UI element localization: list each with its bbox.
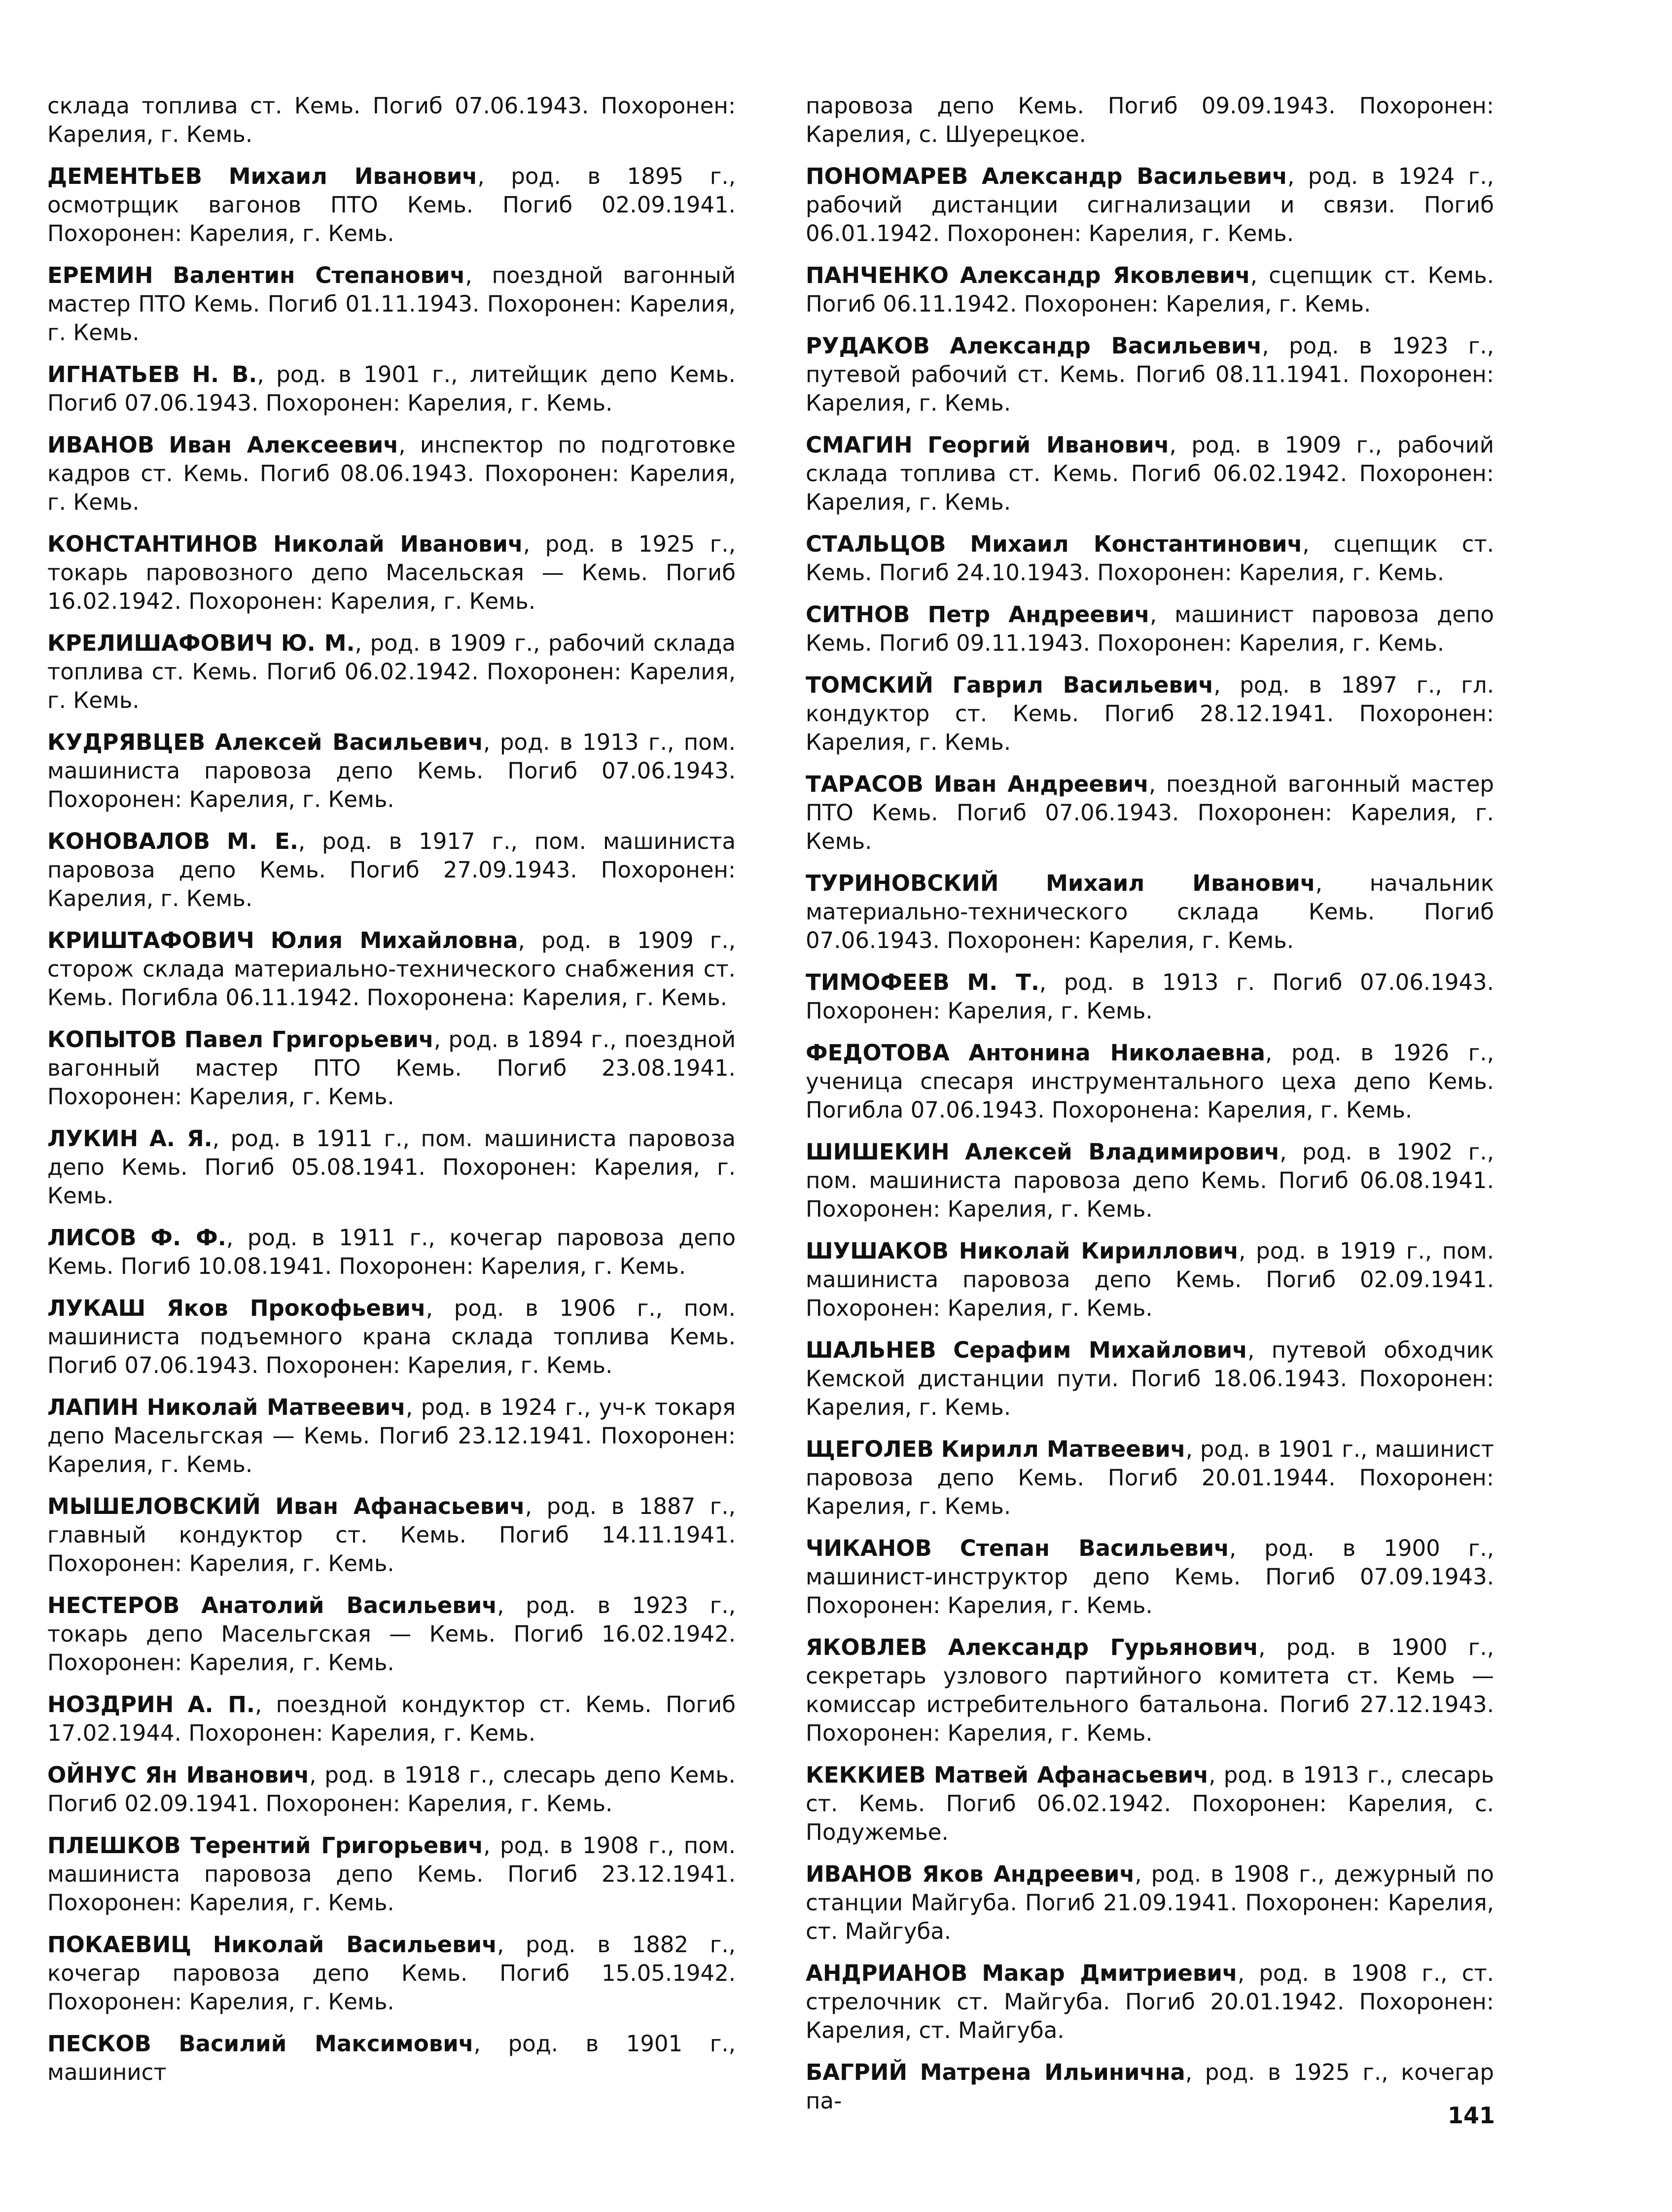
entry-surname: ЛИСОВ [47, 1225, 137, 1251]
entry-given-names: Валентин Степанович [173, 262, 465, 288]
entry-given-names: Петр Андреевич [927, 601, 1150, 628]
entry-details: , путевой обходчик Кемской дистанции пути. Погиб 18.06.1943. Похоронен: Карелия, г. Кемь. [806, 1337, 1494, 1420]
memorial-entry [806, 530, 1494, 587]
entry-given-names: Александр Гурьянович [948, 1634, 1259, 1660]
memorial-entry [47, 1025, 736, 1111]
entry-surname: КЕККИЕВ [806, 1762, 926, 1788]
memorial-entry [47, 92, 736, 149]
entry-details: , род. в 1902 г., пом. машиниста паровоза депо Кемь. Погиб 06.08.1941. Похоронен: Карелия, г. Кемь. [806, 1139, 1494, 1222]
page-number: 141 [1448, 2102, 1495, 2129]
entry-details: , машинист паровоза депо Кемь. Погиб 09.11.1943. Похоронен: Карелия, г. Кемь. [806, 601, 1494, 656]
memorial-entry [806, 1959, 1494, 2045]
entry-surname: ШУШАКОВ [806, 1238, 949, 1264]
memorial-entry [47, 1224, 736, 1281]
entry-given-names: А. Я. [149, 1125, 213, 1152]
entry-given-names: Николай Иванович [273, 531, 523, 557]
entry-details: , сцепщик ст. Кемь. Погиб 24.10.1943. Похоронен: Карелия, г. Кемь. [806, 531, 1494, 586]
entry-surname: ТУРИНОВСКИЙ [806, 870, 999, 896]
entry-given-names: Степан Васильевич [960, 1535, 1230, 1561]
entry-surname: ПОНОМАРЕВ [806, 163, 968, 189]
entry-surname: ЩЕГОЛЕВ [806, 1436, 934, 1462]
entry-given-names: Иван Алексеевич [169, 432, 399, 458]
memorial-entry [806, 332, 1494, 418]
memorial-entry [806, 1039, 1494, 1124]
entry-details: , род. в 1924 г., уч-к токаря депо Масельгская — Кемь. Погиб 23.12.1941. Похоронен: Карелия, г. Кемь. [47, 1394, 736, 1477]
entry-given-names: Николай Васильевич [213, 1931, 497, 1958]
entry-details: склада топлива ст. Кемь. Погиб 07.06.1943. Похоронен: Карелия, г. Кемь. [47, 93, 736, 147]
entry-surname: ПЛЕШКОВ [47, 1832, 181, 1859]
memorial-entry [47, 360, 736, 418]
memorial-entry [806, 1633, 1494, 1748]
entry-given-names: Гаврил Васильевич [952, 672, 1214, 698]
entry-given-names: Кирилл Матвеевич [941, 1436, 1186, 1462]
entry-given-names: Матрена Ильинична [920, 2059, 1185, 2085]
entry-details: , род. в 1925 г., токарь паровозного депо Масельская — Кемь. Погиб 16.02.1942. Похоронен: Карелия, г. Кемь. [47, 531, 736, 614]
entry-surname: МЫШЕЛОВСКИЙ [47, 1493, 261, 1519]
entry-details: , род. в 1923 г., токарь депо Масельгская — Кемь. Погиб 16.02.1942. Похоронен: Карелия, г. Кемь. [47, 1592, 736, 1676]
entry-details: , инспектор по подготовке кадров ст. Кемь. Погиб 08.06.1943. Похоронен: Карелия, г. Кемь. [47, 432, 736, 515]
entry-given-names: Александр Яковлевич [960, 262, 1250, 288]
entry-surname: СИТНОВ [806, 601, 910, 628]
memorial-entry [47, 530, 736, 616]
entry-details: , род. в 1913 г., пом. машиниста паровоза депо Кемь. Погиб 07.06.1943. Похоронен: Карелия, г. Кемь. [47, 729, 736, 812]
entry-surname: ПЕСКОВ [47, 2031, 151, 2057]
memorial-entry [47, 1124, 736, 1210]
entry-details: , начальник материально-технического склада Кемь. Погиб 07.06.1943. Похоронен: Карелия, г. Кемь. [806, 870, 1494, 953]
memorial-entry [47, 261, 736, 347]
entry-given-names: Павел Григорьевич [184, 1026, 434, 1053]
entry-details: , сцепщик ст. Кемь. Погиб 06.11.1942. Похоронен: Карелия, г. Кемь. [806, 262, 1494, 317]
entry-surname: НЕСТЕРОВ [47, 1592, 180, 1618]
entry-surname: КУДРЯВЦЕВ [47, 729, 206, 755]
memorial-entry [806, 162, 1494, 248]
entry-given-names: Михаил Иванович [228, 163, 478, 189]
entry-surname: ОЙНУС [47, 1762, 137, 1788]
entry-surname: АНДРИАНОВ [806, 1960, 968, 1986]
memorial-entry [806, 1534, 1494, 1620]
memorial-entry [47, 827, 736, 913]
memorial-entry [806, 92, 1494, 149]
entry-surname: СТАЛЬЦОВ [806, 531, 946, 557]
entry-details: , род. в 1897 г., гл. кондуктор ст. Кемь. Погиб 28.12.1941. Похоронен: Карелия, г. Кемь. [806, 672, 1494, 755]
entry-surname: КОНСТАНТИНОВ [47, 531, 258, 557]
entry-details: , род. в 1926 г., ученица спесаря инструментального цеха депо Кемь. Погибла 07.06.1943. Похоронена: Карелия, г. Кемь. [806, 1040, 1494, 1123]
memorial-entry [806, 261, 1494, 318]
memorial-entry [47, 162, 736, 248]
entry-surname: ИВАНОВ [806, 1861, 913, 1887]
entry-surname: КОНОВАЛОВ [47, 828, 211, 854]
memorial-entry [47, 1492, 736, 1578]
entry-details: , род. в 1919 г., пом. машиниста паровоза депо Кемь. Погиб 02.09.1941. Похоронен: Карелия, г. Кемь. [806, 1238, 1494, 1321]
entry-given-names: Иван Андреевич [933, 771, 1149, 797]
entry-details: , род. в 1917 г., пом. машиниста паровоза депо Кемь. Погиб 27.09.1943. Похоронен: Карелия, г. Кемь. [47, 828, 736, 912]
memorial-entry [47, 926, 736, 1012]
entry-details: , род. в 1882 г., кочегар паровоза депо Кемь. Погиб 15.05.1942. Похоронен: Карелия, г. Кемь. [47, 1931, 736, 2015]
entry-surname: ТАРАСОВ [806, 771, 924, 797]
entry-given-names: Алексей Васильевич [214, 729, 484, 755]
entry-given-names: Иван Афанасьевич [275, 1493, 525, 1519]
entry-details: , род. в 1908 г., ст. стрелочник ст. Майгуба. Погиб 20.01.1942. Похоронен: Карелия, ст. Майгуба. [806, 1960, 1494, 2043]
entry-given-names: Макар Дмитриевич [982, 1960, 1238, 1986]
entry-surname: ТИМОФЕЕВ [806, 969, 950, 995]
entry-details: , род. в 1913 г., слесарь ст. Кемь. Погиб 06.02.1942. Похоронен: Карелия, с. Подужемье. [806, 1762, 1494, 1845]
entry-details: , род. в 1887 г., главный кондуктор ст. Кемь. Погиб 14.11.1941. Похоронен: Карелия, г. Кемь. [47, 1493, 736, 1577]
memorial-entry [47, 1931, 736, 2016]
memorial-entry [47, 1831, 736, 1917]
entry-surname: НОЗДРИН [47, 1691, 174, 1718]
entry-given-names: Михаил Иванович [1046, 870, 1316, 896]
entry-given-names: Ф. Ф. [150, 1225, 226, 1251]
entry-given-names: Александр Васильевич [950, 333, 1262, 359]
entry-given-names: Терентий Григорьевич [190, 1832, 484, 1859]
entry-given-names: М. Е. [226, 828, 298, 854]
entry-details: , род. в 1918 г., слесарь депо Кемь. Погиб 02.09.1941. Похоронен: Карелия, г. Кемь. [47, 1762, 736, 1817]
memorial-entry [806, 770, 1494, 856]
entry-given-names: Серафим Михайлович [953, 1337, 1248, 1363]
entry-details: , род. в 1924 г., рабочий дистанции сигнализации и связи. Погиб 06.01.1942. Похоронен: Карелия, г. Кемь. [806, 163, 1494, 246]
entry-details: , род. в 1901 г., машинист [47, 2031, 736, 2085]
memorial-entry [47, 431, 736, 517]
entry-given-names: Анатолий Васильевич [201, 1592, 498, 1618]
memorial-entry [806, 1435, 1494, 1521]
entry-details: , род. в 1925 г., кочегар па- [806, 2059, 1494, 2114]
entry-surname: ЕРЕМИН [47, 262, 153, 288]
entry-given-names: Ян Иванович [145, 1762, 310, 1788]
entry-given-names: Николай Матвеевич [146, 1394, 406, 1420]
entry-details: паровоза депо Кемь. Погиб 09.09.1943. Похоронен: Карелия, с. Шуерецкое. [806, 93, 1494, 147]
entry-surname: ЯКОВЛЕВ [806, 1634, 927, 1660]
entry-details: , род. в 1911 г., пом. машиниста паровоза депо Кемь. Погиб 05.08.1941. Похоронен: Карелия, г. Кемь. [47, 1125, 736, 1209]
entry-given-names: Георгий Иванович [927, 432, 1170, 458]
entry-details: , род. в 1900 г., машинист-инструктор депо Кемь. Погиб 07.09.1943. Похоронен: Карелия, г. Кемь. [806, 1535, 1494, 1618]
entry-details: , род. в 1909 г., рабочий склада топлива ст. Кемь. Погиб 06.02.1942. Похоронен: Карелия, г. Кемь. [47, 630, 736, 713]
memorial-entry [806, 1237, 1494, 1323]
entry-given-names: Яков Андреевич [922, 1861, 1135, 1887]
entry-surname: ЧИКАНОВ [806, 1535, 932, 1561]
entry-details: , род. в 1900 г., секретарь узлового партийного комитета ст. Кемь — комиссар истребительного батальона. Погиб 27.12.1943. Похоронен: Карелия, г. Кемь. [806, 1634, 1494, 1746]
entry-details: , поездной вагонный мастер ПТО Кемь. Погиб 01.11.1943. Похоронен: Карелия, г. Кемь. [47, 262, 736, 346]
memorial-entry [806, 1138, 1494, 1224]
memorial-entry [806, 1336, 1494, 1422]
entry-given-names: Н. В. [192, 361, 257, 387]
entry-surname: ИГНАТЬЕВ [47, 361, 180, 387]
entry-surname: ЛАПИН [47, 1394, 139, 1420]
entry-details: , поездной вагонный мастер ПТО Кемь. Погиб 07.06.1943. Похоронен: Карелия, г. Кемь. [806, 771, 1494, 854]
memorial-entry [47, 1294, 736, 1380]
entry-given-names: Ю. М. [281, 630, 355, 656]
memorial-entry [806, 431, 1494, 517]
memorial-entry [47, 728, 736, 814]
entry-details: , род. в 1923 г., путевой рабочий ст. Кемь. Погиб 08.11.1941. Похоронен: Карелия, г. Кемь. [806, 333, 1494, 416]
entry-surname: ЛУКАШ [47, 1295, 146, 1321]
entry-given-names: М. Т. [967, 969, 1039, 995]
entry-details: , род. в 1894 г., поездной вагонный мастер ПТО Кемь. Погиб 23.08.1941. Похоронен: Карелия, г. Кемь. [47, 1026, 736, 1110]
entry-surname: ПОКАЕВИЦ [47, 1931, 191, 1958]
entry-surname: БАГРИЙ [806, 2059, 908, 2085]
memorial-entry [47, 1761, 736, 1818]
right-column [806, 92, 1494, 2129]
entry-surname: ЛУКИН [47, 1125, 139, 1152]
entry-details: , род. в 1909 г., сторож склада материально-технического снабжения ст. Кемь. Погибла 06.11.1942. Похоронена: Карелия, г. Кемь. [47, 927, 736, 1011]
entry-given-names: А. П. [187, 1691, 255, 1718]
entry-surname: СМАГИН [806, 432, 913, 458]
memorial-entry [806, 2058, 1494, 2115]
entry-given-names: Матвей Афанасьевич [934, 1762, 1209, 1788]
entry-details: , род. в 1895 г., осмотрщик вагонов ПТО Кемь. Погиб 02.09.1941. Похоронен: Карелия, г. Кемь. [47, 163, 736, 246]
entry-details: , род. в 1913 г. Погиб 07.06.1943. Похоронен: Карелия, г. Кемь. [806, 969, 1494, 1024]
entry-given-names: Алексей Владимирович [965, 1139, 1280, 1165]
entry-details: , род. в 1906 г., пом. машиниста подъемного крана склада топлива Кемь. Погиб 07.06.1943. Похоронен: Карелия, г. Кемь. [47, 1295, 736, 1378]
entry-surname: ШАЛЬНЕВ [806, 1337, 936, 1363]
entry-details: , род. в 1908 г., дежурный по станции Майгуба. Погиб 21.09.1941. Похоронен: Карелия, ст. Майгуба. [806, 1861, 1494, 1944]
entry-given-names: Юлия Михайловна [270, 927, 518, 953]
entry-given-names: Михаил Константинович [970, 531, 1303, 557]
entry-surname: КРИШТАФОВИЧ [47, 927, 254, 953]
memorial-entry [806, 968, 1494, 1025]
memorial-entry [806, 1860, 1494, 1946]
entry-given-names: Александр Васильевич [981, 163, 1288, 189]
memorial-entry [806, 600, 1494, 658]
memorial-entry [47, 629, 736, 715]
memorial-entry [47, 2030, 736, 2087]
memorial-entry [47, 1591, 736, 1677]
entry-given-names: Антонина Николаевна [968, 1040, 1266, 1066]
entry-details: , род. в 1901 г., машинист паровоза депо Кемь. Погиб 20.01.1944. Похоронен: Карелия, г. Кемь. [806, 1436, 1494, 1519]
entry-surname: ДЕМЕНТЬЕВ [47, 163, 203, 189]
entry-surname: ПАНЧЕНКО [806, 262, 949, 288]
memorial-entry [806, 671, 1494, 757]
memorial-entry [47, 1690, 736, 1748]
memorial-entry [47, 1393, 736, 1479]
left-column [47, 92, 736, 2100]
entry-surname: ФЕДОТОВА [806, 1040, 950, 1066]
entry-given-names: Яков Прокофьевич [167, 1295, 426, 1321]
entry-surname: КОПЫТОВ [47, 1026, 177, 1053]
entry-details: , род. в 1911 г., кочегар паровоза депо Кемь. Погиб 10.08.1941. Похоронен: Карелия, г. Кемь. [47, 1225, 736, 1279]
entry-surname: РУДАКОВ [806, 333, 930, 359]
memorial-entry [806, 1761, 1494, 1847]
entry-details: , поездной кондуктор ст. Кемь. Погиб 17.02.1944. Похоронен: Карелия, г. Кемь. [47, 1691, 736, 1746]
entry-details: , род. в 1908 г., пом. машиниста паровоза депо Кемь. Погиб 23.12.1941. Похоронен: Карелия, г. Кемь. [47, 1832, 736, 1916]
entry-surname: ИВАНОВ [47, 432, 155, 458]
entry-given-names: Василий Максимович [178, 2031, 474, 2057]
entry-surname: ШИШЕКИН [806, 1139, 950, 1165]
entry-surname: ТОМСКИЙ [806, 672, 933, 698]
entry-given-names: Николай Кириллович [959, 1238, 1239, 1264]
entry-surname: КРЕЛИШАФОВИЧ [47, 630, 273, 656]
memorial-entry [806, 869, 1494, 955]
entry-details: , род. в 1909 г., рабочий склада топлива ст. Кемь. Погиб 06.02.1942. Похоронен: Карелия, г. Кемь. [806, 432, 1494, 515]
entry-details: , род. в 1901 г., литейщик депо Кемь. Погиб 07.06.1943. Похоронен: Карелия, г. Кемь. [47, 361, 736, 416]
